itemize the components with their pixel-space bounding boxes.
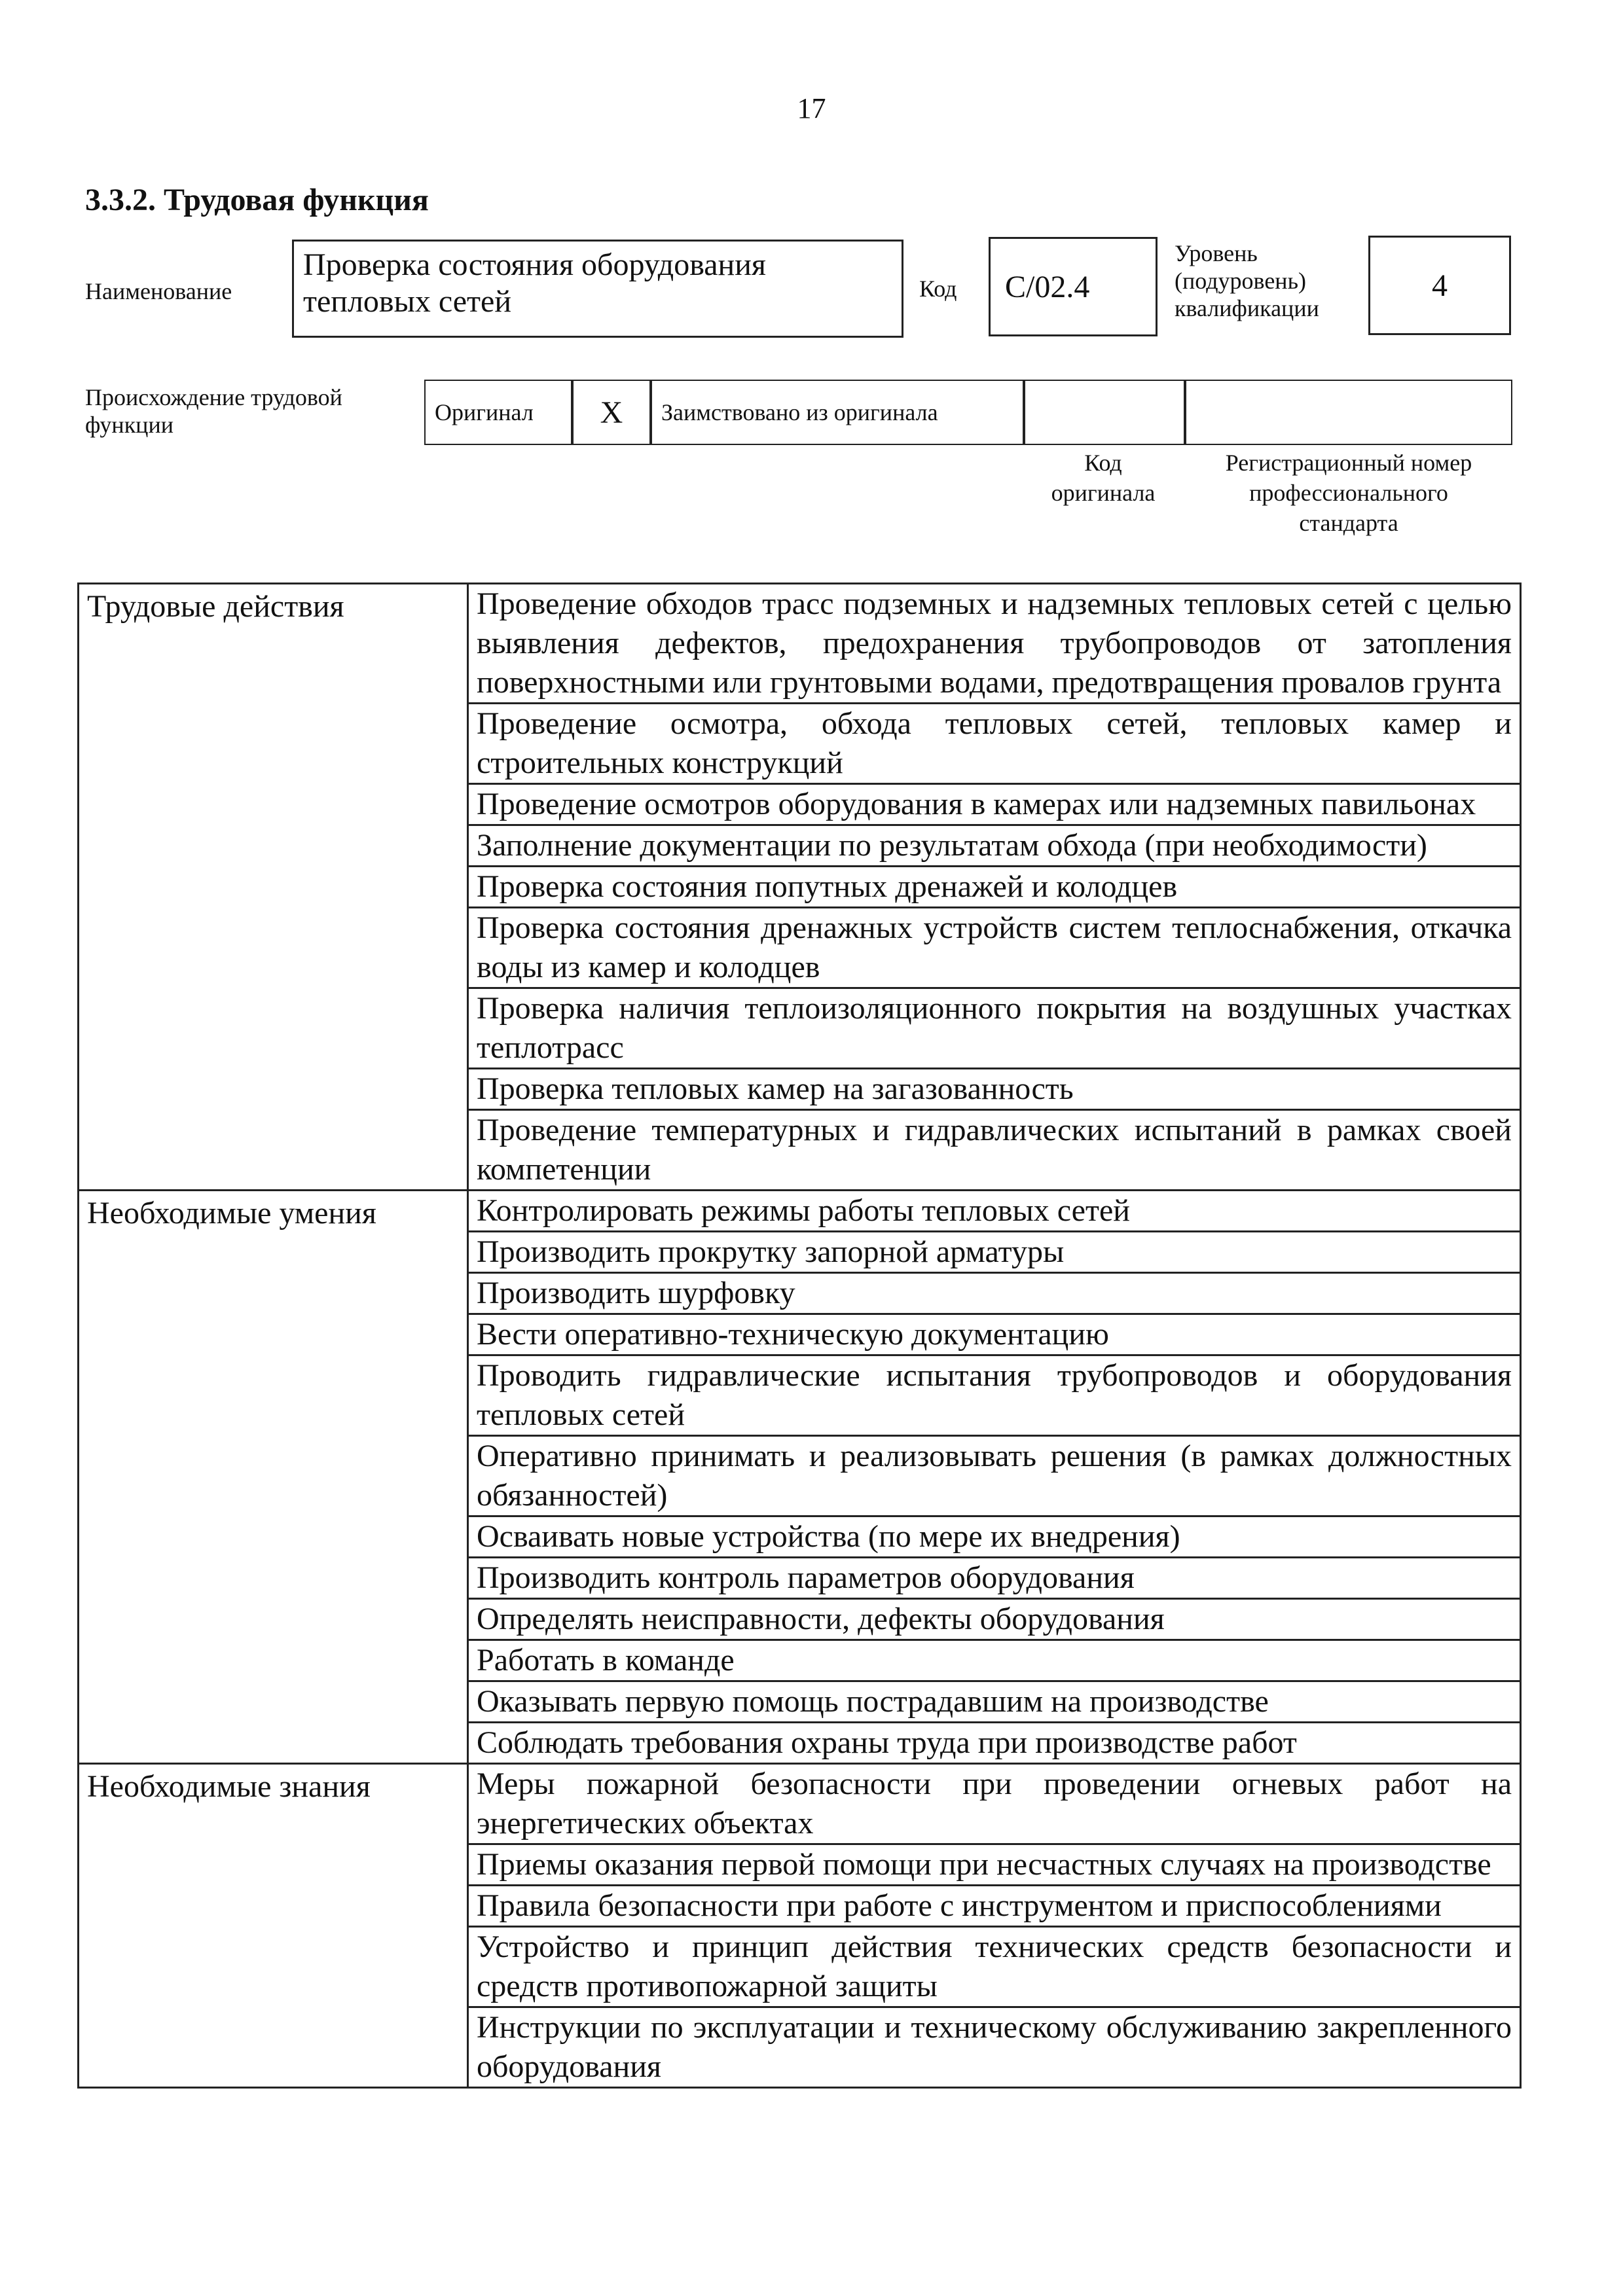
list-item: Осваивать новые устройства (по мере их внедрения) <box>469 1517 1520 1558</box>
knowledge-list <box>468 1764 1521 2088</box>
list-item: Проведение обходов трасс подземных и надземных тепловых сетей с целью выявления дефектов, предохранения трубопроводов от затопления поверхностными или грунтовыми водами, предотвращения провалов грунта <box>469 584 1520 704</box>
list-item: Проверка наличия теплоизоляционного покрытия на воздушных участках теплотрасс <box>469 989 1520 1069</box>
original-code-cell <box>1024 380 1185 445</box>
list-item: Работать в команде <box>469 1641 1520 1682</box>
list-item: Проверка состояния дренажных устройств систем теплоснабжения, откачка воды из камер и колодцев <box>469 908 1520 989</box>
code-label: Код <box>919 276 957 302</box>
skills-list <box>468 1191 1521 1764</box>
table-row <box>79 1764 1521 2088</box>
list-item: Устройство и принцип действия технических средств безопасности и средств противопожарной защиты <box>469 1928 1520 2008</box>
original-mark: X <box>572 380 651 445</box>
list-item: Оперативно принимать и реализовывать решения (в рамках должностных обязанностей) <box>469 1437 1520 1517</box>
list-item: Определять неисправности, дефекты оборудования <box>469 1600 1520 1641</box>
list-item: Меры пожарной безопасности при проведении огневых работ на энергетических объектах <box>469 1765 1520 1845</box>
actions-list <box>468 584 1521 1191</box>
origin-label: Происхождение трудовой функции <box>85 384 342 438</box>
list-item: Производить прокрутку запорной арматуры <box>469 1232 1520 1274</box>
name-label: Наименование <box>85 278 232 304</box>
list-item: Производить контроль параметров оборудования <box>469 1558 1520 1600</box>
registration-number-hint: Регистрационный номер профессионального стандарта <box>1225 450 1472 536</box>
list-item: Инструкции по эксплуатации и техническому обслуживанию закрепленного оборудования <box>477 2010 1512 2084</box>
category-actions: Трудовые действия <box>79 584 468 1191</box>
borrowed-cell: Заимствовано из оригинала <box>651 380 1024 445</box>
list-item: Проверка состояния попутных дренажей и колодцев <box>469 867 1520 908</box>
registration-number-cell <box>1185 380 1512 445</box>
list-item: Заполнение документации по результатам обхода (при необходимости) <box>469 826 1520 867</box>
list-item: Проведение температурных и гидравлических испытаний в рамках своей компетенции <box>477 1113 1512 1187</box>
list-item: Контролировать режимы работы тепловых сетей <box>469 1191 1520 1232</box>
list-item: Оказывать первую помощь пострадавшим на производстве <box>469 1682 1520 1723</box>
function-table <box>77 583 1522 2089</box>
list-item: Соблюдать требования охраны труда при производстве работ <box>477 1725 1297 1760</box>
original-cell: Оригинал <box>424 380 572 445</box>
category-skills: Необходимые умения <box>79 1191 468 1764</box>
list-item: Проверка тепловых камер на загазованность <box>469 1069 1520 1111</box>
list-item: Проведение осмотра, обхода тепловых сетей, тепловых камер и строительных конструкций <box>469 704 1520 785</box>
list-item: Приемы оказания первой помощи при несчастных случаях на производстве <box>469 1845 1520 1886</box>
section-title: 3.3.2. Трудовая функция <box>85 183 429 217</box>
table-row <box>79 1191 1521 1764</box>
category-knowledge: Необходимые знания <box>79 1764 468 2088</box>
list-item: Проведение осмотров оборудования в камерах или надземных павильонах <box>469 785 1520 826</box>
page-number: 17 <box>797 92 826 124</box>
level-label: Уровень (подуровень) квалификации <box>1175 240 1319 321</box>
origin-row <box>424 380 1512 445</box>
function-name-field: Проверка состояния оборудования тепловых сетей <box>292 240 903 338</box>
original-code-hint: Код оригинала <box>1051 450 1156 506</box>
code-field: C/02.4 <box>989 237 1158 336</box>
list-item: Производить шурфовку <box>469 1274 1520 1315</box>
list-item: Вести оперативно-техническую документацию <box>469 1315 1520 1356</box>
list-item: Проводить гидравлические испытания трубопроводов и оборудования тепловых сетей <box>469 1356 1520 1437</box>
table-row <box>79 584 1521 1191</box>
level-field: 4 <box>1368 236 1511 335</box>
list-item: Правила безопасности при работе с инструментом и приспособлениями <box>469 1886 1520 1928</box>
